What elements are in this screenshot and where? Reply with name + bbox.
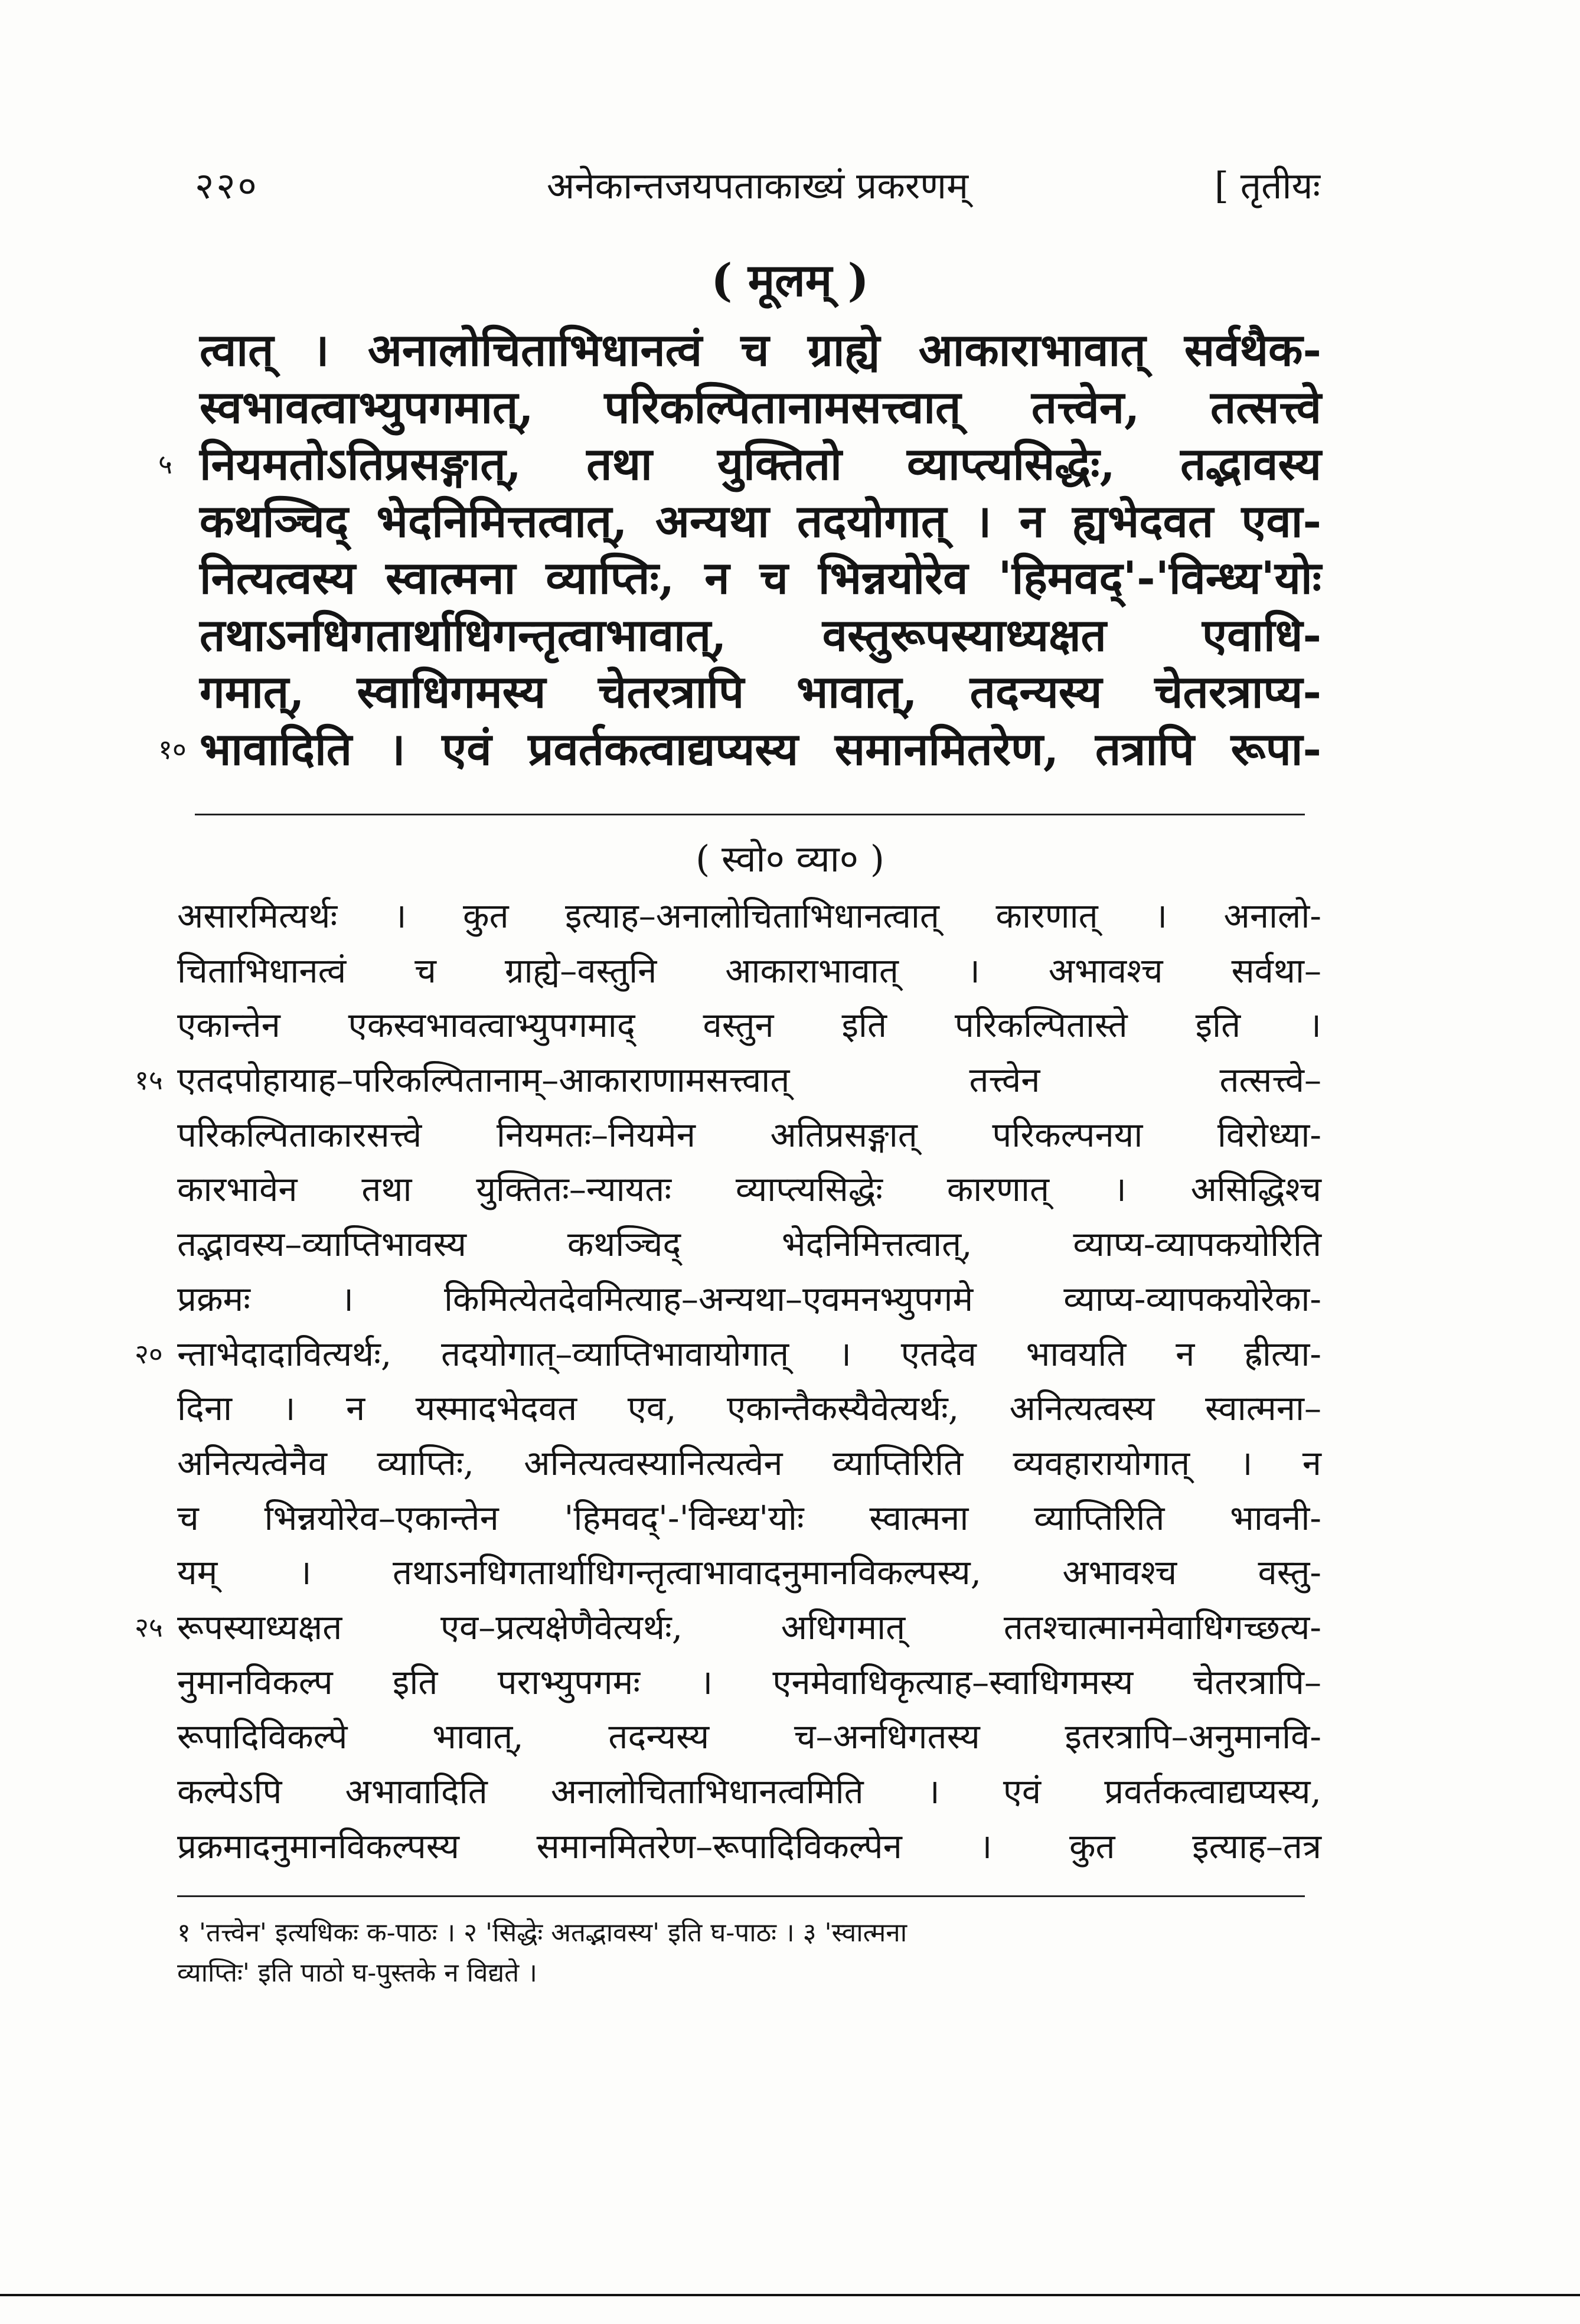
commentary-line — [177, 889, 1321, 944]
commentary-line-text: चिताभिधानत्वं च ग्राह्ये–वस्तुनि आकाराभावात् । अभावश्च सर्वथा– — [177, 950, 1321, 991]
line-number: २० — [135, 1337, 163, 1370]
running-title: अनेकान्तजयपताकाख्यं प्रकरणम् — [546, 164, 969, 207]
commentary-line-text: कारभावेन तथा युक्तितः–न्यायतः व्याप्त्यसिद्धेः कारणात् । असिद्धिश्च — [177, 1169, 1321, 1210]
commentary-line — [177, 998, 1321, 1053]
commentary-line-text: नुमानविकल्प इति पराभ्युपगमः । एनमेवाधिकृत्याह–स्वाधिगमस्य चेतरत्रापि– — [177, 1662, 1321, 1702]
commentary-line-text: अनित्यत्वेनैव व्याप्तिः, अनित्यत्वस्यानित्यत्वेन व्याप्तिरिति व्यवहारायोगात् । न — [177, 1442, 1321, 1483]
mula-line-text: तथाऽनधिगतार्थाधिगन्तृत्वाभावात्, वस्तुरूपस्याध्यक्षत एवाधि- — [200, 608, 1321, 661]
mula-heading: ( मूलम् ) — [711, 254, 869, 306]
mula-line-text: कथञ्चिद् भेदनिमित्तत्वात्, अन्यथा तदयोगात् । न ह्यभेदवत एवा- — [200, 494, 1321, 547]
commentary-line-text: असारमित्यर्थः । कुत इत्याह–अनालोचिताभिधानत्वात् कारणात् । अनालो- — [177, 896, 1321, 936]
mula-line — [200, 379, 1321, 436]
scan-edge-line — [0, 2294, 1580, 2296]
commentary-line-text: न्ताभेदादावित्यर्थः, तदयोगात्–व्याप्तिभावायोगात् । एतदेव भावयति न ह्रीत्या- — [177, 1333, 1321, 1374]
section-divider — [195, 814, 1305, 815]
page-header — [195, 159, 1320, 213]
commentary-line-text: तद्भावस्य–व्याप्तिभावस्य कथञ्चिद् भेदनिमित्तत्वात्, व्याप्य-व्यापकयोरिति — [177, 1224, 1321, 1265]
mula-line — [200, 322, 1321, 379]
mula-line-text: त्वात् । अनालोचिताभिधानत्वं च ग्राह्ये आकाराभावात् सर्वथैक- — [200, 324, 1321, 376]
commentary-line-text: प्रक्रमः । किमित्येतदेवमित्याह–अन्यथा–एवमनभ्युपगमे व्याप्य-व्यापकयोरेका- — [177, 1278, 1321, 1319]
mula-line — [200, 607, 1321, 664]
mula-line — [200, 664, 1321, 721]
commentary-line — [177, 1217, 1321, 1272]
commentary-line — [177, 1108, 1321, 1163]
mula-line — [158, 721, 1321, 778]
commentary-line — [177, 1381, 1321, 1436]
commentary-line-text: प्रक्रमादनुमानविकल्पस्य समानमितरेण–रूपादिविकल्पेन । कुत इत्याह–तत्र — [177, 1826, 1321, 1866]
commentary-line — [177, 1272, 1321, 1327]
commentary-line-text: रूपस्याध्यक्षत एव–प्रत्यक्षेणैवेत्यर्थः, अधिगमात् ततश्चात्मानमेवाधिगच्छत्य- — [177, 1607, 1321, 1647]
commentary-line-text: रूपादिविकल्पे भावात्, तदन्यस्य च–अनधिगतस्य इतरत्रापि–अनुमानवि- — [177, 1716, 1321, 1757]
commentary-line-text: कल्पेऽपि अभावादिति अनालोचिताभिधानत्वमिति । एवं प्रवर्तकत्वाद्यप्यस्य, — [177, 1771, 1321, 1811]
mula-line-text: नियमतोऽतिप्रसङ्गात्, तथा युक्तितो व्याप्त्यसिद्धेः, तद्भावस्य — [200, 438, 1321, 490]
commentary-line — [177, 1655, 1321, 1710]
footnote-divider — [177, 1895, 1305, 1897]
mula-line — [200, 493, 1321, 550]
commentary-heading: ( स्वो० व्या० ) — [696, 837, 884, 880]
mula-line-text: भावादिति । एवं प्रवर्तकत्वाद्यप्यस्य समानमितरेण, तत्रापि रूपा- — [200, 722, 1321, 775]
mula-text-block — [158, 322, 1321, 778]
commentary-line — [135, 1600, 1321, 1655]
line-number: २५ — [135, 1611, 163, 1643]
mula-line — [158, 436, 1321, 493]
mula-line-text: गमात्, स्वाधिगमस्य चेतरत्रापि भावात्, तदन्यस्य चेतरत्राप्य- — [200, 665, 1321, 718]
commentary-line — [135, 1327, 1321, 1382]
commentary-line-text: एतदपोहायाह–परिकल्पितानाम्–आकाराणामसत्त्वात् तत्त्वेन तत्सत्त्वे– — [177, 1060, 1321, 1101]
mula-line-text: स्वभावत्वाभ्युपगमात्, परिकल्पितानामसत्त्वात् तत्त्वेन, तत्सत्त्वे — [200, 380, 1321, 433]
commentary-line — [177, 1709, 1321, 1764]
mula-line — [200, 550, 1321, 607]
footnote-line: १ 'तत्त्वेन' इत्यधिकः क-पाठः । २ 'सिद्धेः अतद्भावस्य' इति घ-पाठः । ३ 'स्वात्मना — [177, 1918, 907, 1948]
commentary-line-text: यम् । तथाऽनधिगतार्थाधिगन्तृत्वाभावादनुमानविकल्पस्य, अभावश्च वस्तु- — [177, 1552, 1321, 1593]
commentary-line — [177, 1545, 1321, 1600]
commentary-text-block — [135, 889, 1321, 1873]
commentary-line-text: परिकल्पिताकारसत्त्वे नियमतः–नियमेन अतिप्रसङ्गात् परिकल्पनया विरोध्या- — [177, 1114, 1321, 1155]
commentary-line — [177, 1491, 1321, 1546]
commentary-line — [177, 1162, 1321, 1217]
footnotes — [177, 1913, 1311, 1993]
commentary-line — [177, 1819, 1321, 1874]
commentary-line — [177, 1436, 1321, 1491]
commentary-line — [135, 1053, 1321, 1108]
commentary-line — [177, 944, 1321, 998]
commentary-line — [177, 1764, 1321, 1819]
footnote-line: व्याप्तिः' इति पाठो घ-पुस्तके न विद्यते । — [177, 1958, 537, 1988]
commentary-line-text: दिना । न यस्मादभेदवत एव, एकान्तैकस्यैवेत्यर्थः, अनित्यत्वस्य स्वात्मना– — [177, 1388, 1321, 1429]
line-number: १० — [158, 733, 187, 765]
mula-line-text: नित्यत्वस्य स्वात्मना व्याप्तिः, न च भिन्नयोरेव 'हिमवद्'-'विन्ध्य'योः — [200, 551, 1321, 604]
page-number: २२० — [195, 164, 259, 207]
line-number: ५ — [158, 448, 172, 480]
commentary-line-text: च भिन्नयोरेव–एकान्तेन 'हिमवद्'-'विन्ध्य'योः स्वात्मना व्याप्तिरिति भावनी- — [177, 1497, 1321, 1538]
line-number: १५ — [135, 1064, 163, 1096]
commentary-line-text: एकान्तेन एकस्वभावत्वाभ्युपगमाद् वस्तुन इति परिकल्पितास्ते इति । — [177, 1005, 1321, 1046]
chapter-marker: [ तृतीयः — [1214, 164, 1320, 207]
